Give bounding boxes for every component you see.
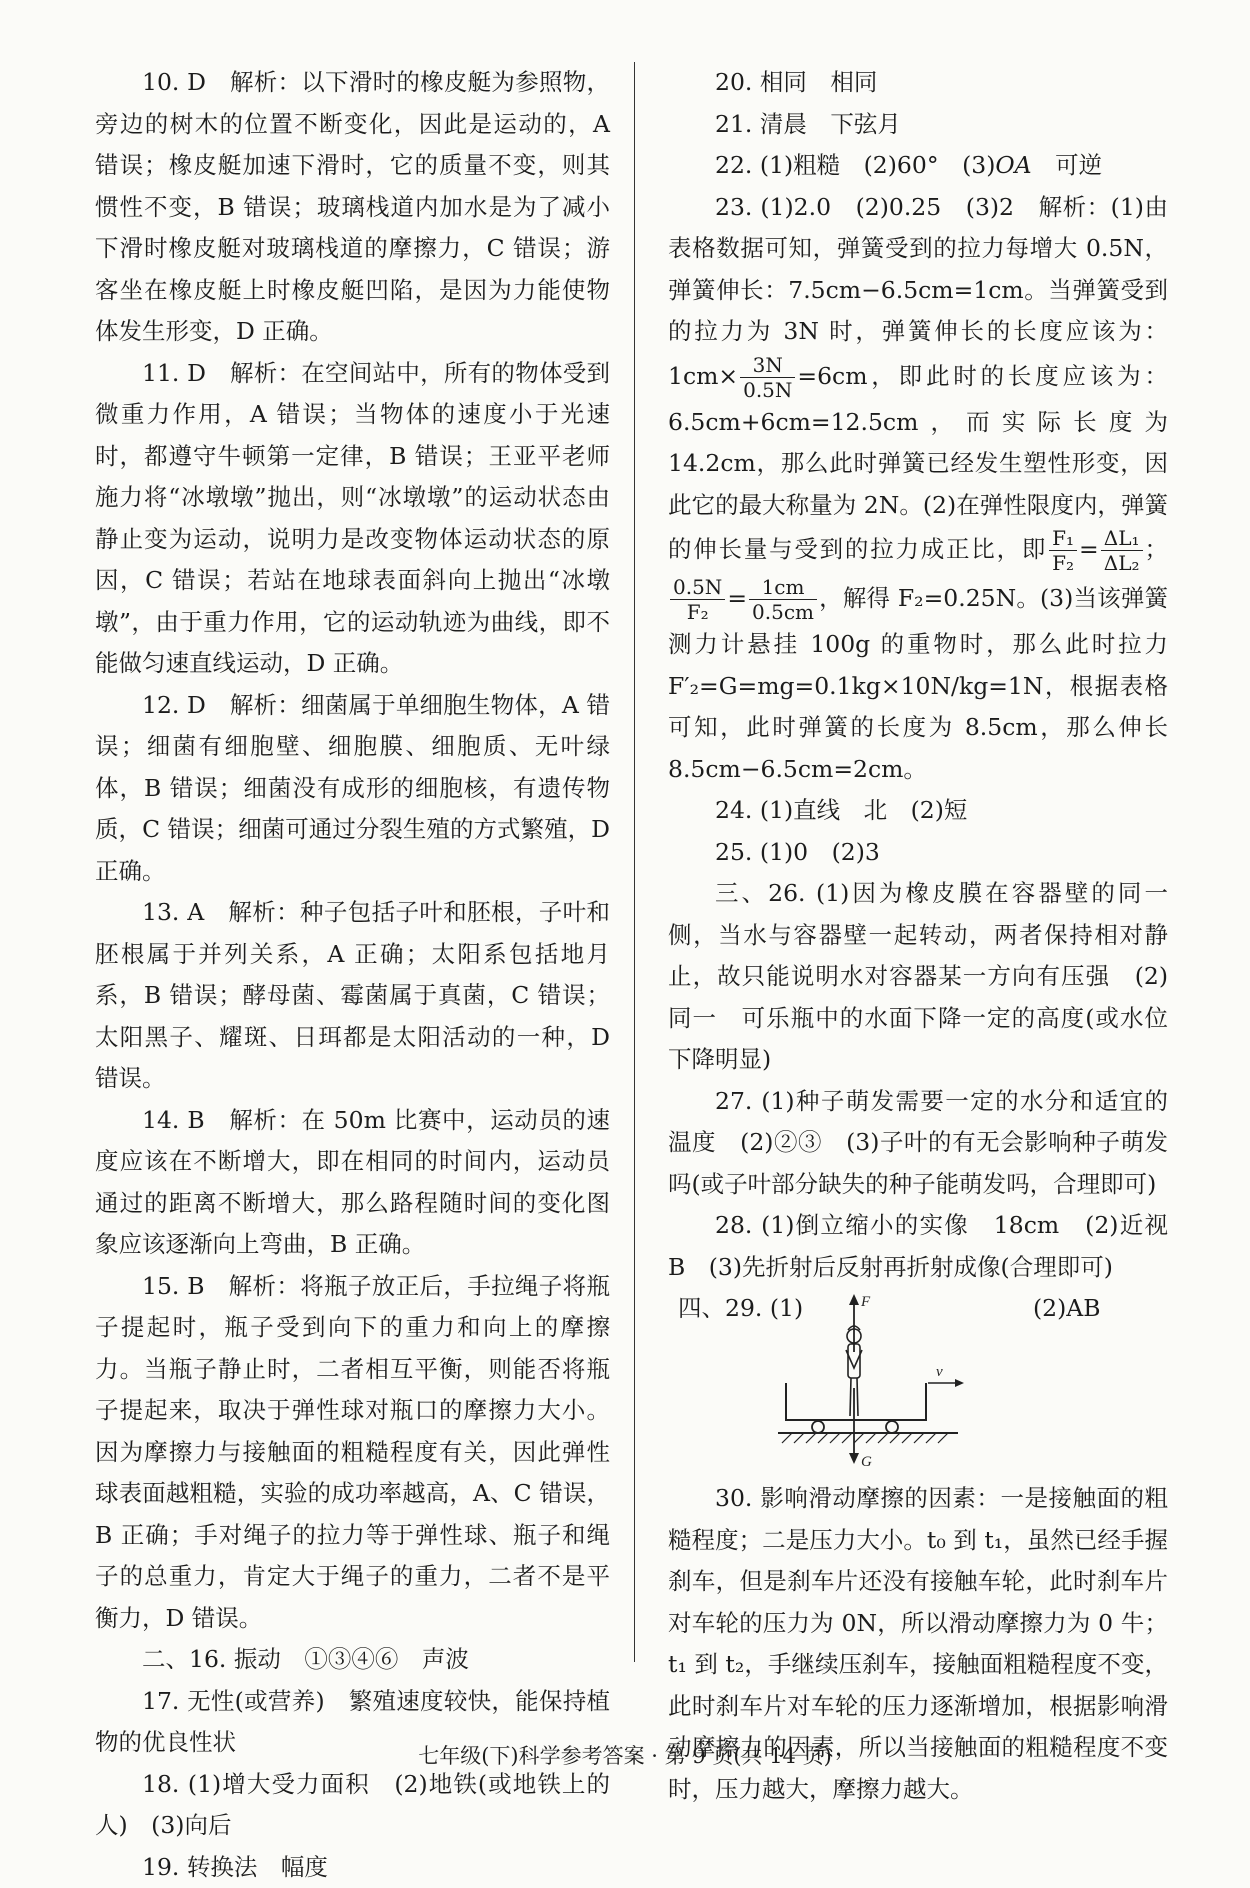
- page-footer: 七年级(下)科学参考答案 · 第 9 页(共 14 页): [0, 1740, 1250, 1770]
- answer-q12: 12. D 解析：细菌属于单细胞生物体，A 错误；细菌有细胞壁、细胞膜、细胞质、无叶绿体，B 错误；细菌没有成形的细胞核，有遗传物质，C 错误；细菌可通过分裂生殖的方式繁殖，D 正确。: [95, 685, 610, 893]
- fraction-3n-over-05n: $\frac{3N}{0.5N}$: [740, 353, 795, 402]
- answer-q10: 10. D 解析：以下滑时的橡皮艇为参照物，旁边的树木的位置不断变化，因此是运动的，A 错误；橡皮艇加速下滑时，它的质量不变，则其惯性不变，B 错误；玻璃栈道内加水是为了减小下滑时橡皮艇对玻璃栈道的摩擦力，C 错误；游客坐在橡皮艇上时橡皮艇凹陷，是因为力能使物体发生形变，D 正确。: [95, 62, 610, 353]
- answer-q20: 20. 相同 相同: [668, 62, 1168, 104]
- answer-q22: 22. (1)粗糙 (2)60° (3)OA 可逆: [668, 145, 1168, 187]
- left-wheel: [812, 1421, 824, 1433]
- answer-q25: 25. (1)0 (2)3: [668, 832, 1168, 874]
- ground-hatching: [782, 1433, 948, 1443]
- column-divider: [634, 62, 635, 1662]
- velocity-arrowhead: [955, 1379, 964, 1387]
- answer-q23: 23. (1)2.0 (2)0.25 (3)2 解析：(1)由表格数据可知，弹簧受到的拉力每增大 0.5N，弹簧伸长：7.5cm−6.5cm=1cm。当弹簧受到的拉力为 3N 时，弹簧伸长的长度应该为：1cm× $\frac{3N}{0.5N}$ =6cm，即此时的长度应该为：6.5cm+6cm=12.5cm，而实际长度为 14.2cm，那么此时弹簧已经发生塑性形变，因此它的最大称量为 2N。(2)在弹性限度内，弹簧的伸长量与受到的拉力成正比，即 $\frac{\text{F₁}}{\text{F₂}}$ = $\frac{\text{ΔL₁}}{\text{ΔL₂}}$ ； $\frac{0.5N}{\text{F₂}}$ = $\frac{1cm}{0.5cm}$ ，解得 F₂=0.25N。(3)当该弹簧测力计悬挂 100g 的重物时，那么此时拉力 F′₂=G=mg=0.1kg×10N/kg=1N，根据表格可知，此时弹簧的长度为 8.5cm，那么伸长 8.5cm−6.5cm=2cm。: [668, 187, 1168, 791]
- answer-q18: 18. (1)增大受力面积 (2)地铁(或地铁上的人) (3)向后: [95, 1764, 610, 1847]
- force-diagram: [768, 1288, 1018, 1473]
- answer-q30: 30. 影响滑动摩擦的因素：一是接触面的粗糙程度；二是压力大小。t₀ 到 t₁，虽然已经手握刹车，但是刹车片还没有接触车轮，此时刹车片对车轮的压力为 0N，所以滑动摩擦力为 0 牛；t₁ 到 t₂，手继续压刹车，接触面粗糙程度不变，此时刹车片对车轮的压力逐渐增加，根据影响滑动摩擦力的因素，所以当接触面的粗糙程度不变时，压力越大，摩擦力越大。: [668, 1478, 1168, 1810]
- answer-q14: 14. B 解析：在 50m 比赛中，运动员的速度应该在不断增大，即在相同的时间内，运动员通过的距离不断增大，那么路程随时间的变化图象应该逐渐向上弯曲，B 正确。: [95, 1100, 610, 1266]
- q29-part2: (2)AB: [1033, 1288, 1101, 1330]
- answer-q11: 11. D 解析：在空间站中，所有的物体受到微重力作用，A 错误；当物体的速度小于光速时，都遵守牛顿第一定律，B 错误；王亚平老师施力将“冰墩墩”抛出，则“冰墩墩”的运动状态由静止变为运动，说明力是改变物体运动状态的原因，C 错误；若站在地球表面斜向上抛出“冰墩墩”，由于重力作用，它的运动轨迹为曲线，即不能做匀速直线运动，D 正确。: [95, 353, 610, 685]
- left-column: [95, 62, 610, 1888]
- answer-q28: 28. (1)倒立缩小的实像 18cm (2)近视 B (3)先折射后反射再折射成像(合理即可): [668, 1205, 1168, 1288]
- answer-q29: [668, 1288, 1168, 1478]
- fraction-05n-over-f2: $\frac{0.5N}{\text{F₂}}$: [670, 575, 725, 624]
- answer-q26: 三、26. (1)因为橡皮膜在容器壁的同一侧，当水与容器壁一起转动，两者保持相对静止，故只能说明水对容器某一方向有压强 (2)同一 可乐瓶中的水面下降一定的高度(或水位下降明显): [668, 873, 1168, 1081]
- right-wheel: [886, 1421, 898, 1433]
- fraction-dl1-over-dl2: $\frac{\text{ΔL₁}}{\text{ΔL₂}}$: [1101, 526, 1143, 575]
- cart-body: [786, 1383, 926, 1420]
- force-g-label: G: [861, 1454, 872, 1470]
- answer-q24: 24. (1)直线 北 (2)短: [668, 790, 1168, 832]
- force-f-label: F: [860, 1294, 871, 1310]
- force-f-arrowhead: [849, 1294, 859, 1305]
- answer-q16: 二、16. 振动 ①③④⑥ 声波: [95, 1639, 610, 1681]
- answer-q19: 19. 转换法 幅度: [95, 1847, 610, 1888]
- velocity-label: v: [936, 1364, 943, 1380]
- answer-q17: 17. 无性(或营养) 繁殖速度较快，能保持植物的优良性状: [95, 1681, 610, 1764]
- answer-q15: 15. B 解析：将瓶子放正后，手拉绳子将瓶子提起时，瓶子受到向下的重力和向上的摩擦力。当瓶子静止时，二者相互平衡，则能否将瓶子提起来，取决于弹性球对瓶口的摩擦力大小。因为摩擦力与接触面的粗糙程度有关，因此弹性球表面越粗糙，实验的成功率越高，A、C 错误，B 正确；手对绳子的拉力等于弹性球、瓶子和绳子的总重力，肯定大于绳子的重力，二者不是平衡力，D 错误。: [95, 1266, 610, 1640]
- answer-q21: 21. 清晨 下弦月: [668, 104, 1168, 146]
- force-g-arrowhead: [849, 1453, 859, 1464]
- fraction-f1-over-f2: $\frac{\text{F₁}}{\text{F₂}}$: [1049, 526, 1077, 575]
- right-column: [668, 62, 1168, 1810]
- fraction-1cm-over-05cm: $\frac{1cm}{0.5cm}$: [749, 575, 817, 624]
- answer-q27: 27. (1)种子萌发需要一定的水分和适宜的温度 (2)②③ (3)子叶的有无会影响种子萌发吗(或子叶部分缺失的种子能萌发吗，合理即可): [668, 1081, 1168, 1206]
- q29-label: 四、29. (1): [678, 1288, 803, 1330]
- answer-q13: 13. A 解析：种子包括子叶和胚根，子叶和胚根属于并列关系，A 正确；太阳系包括地月系，B 错误；酵母菌、霉菌属于真菌，C 错误；太阳黑子、耀斑、日珥都是太阳活动的一种，D 错误。: [95, 892, 610, 1100]
